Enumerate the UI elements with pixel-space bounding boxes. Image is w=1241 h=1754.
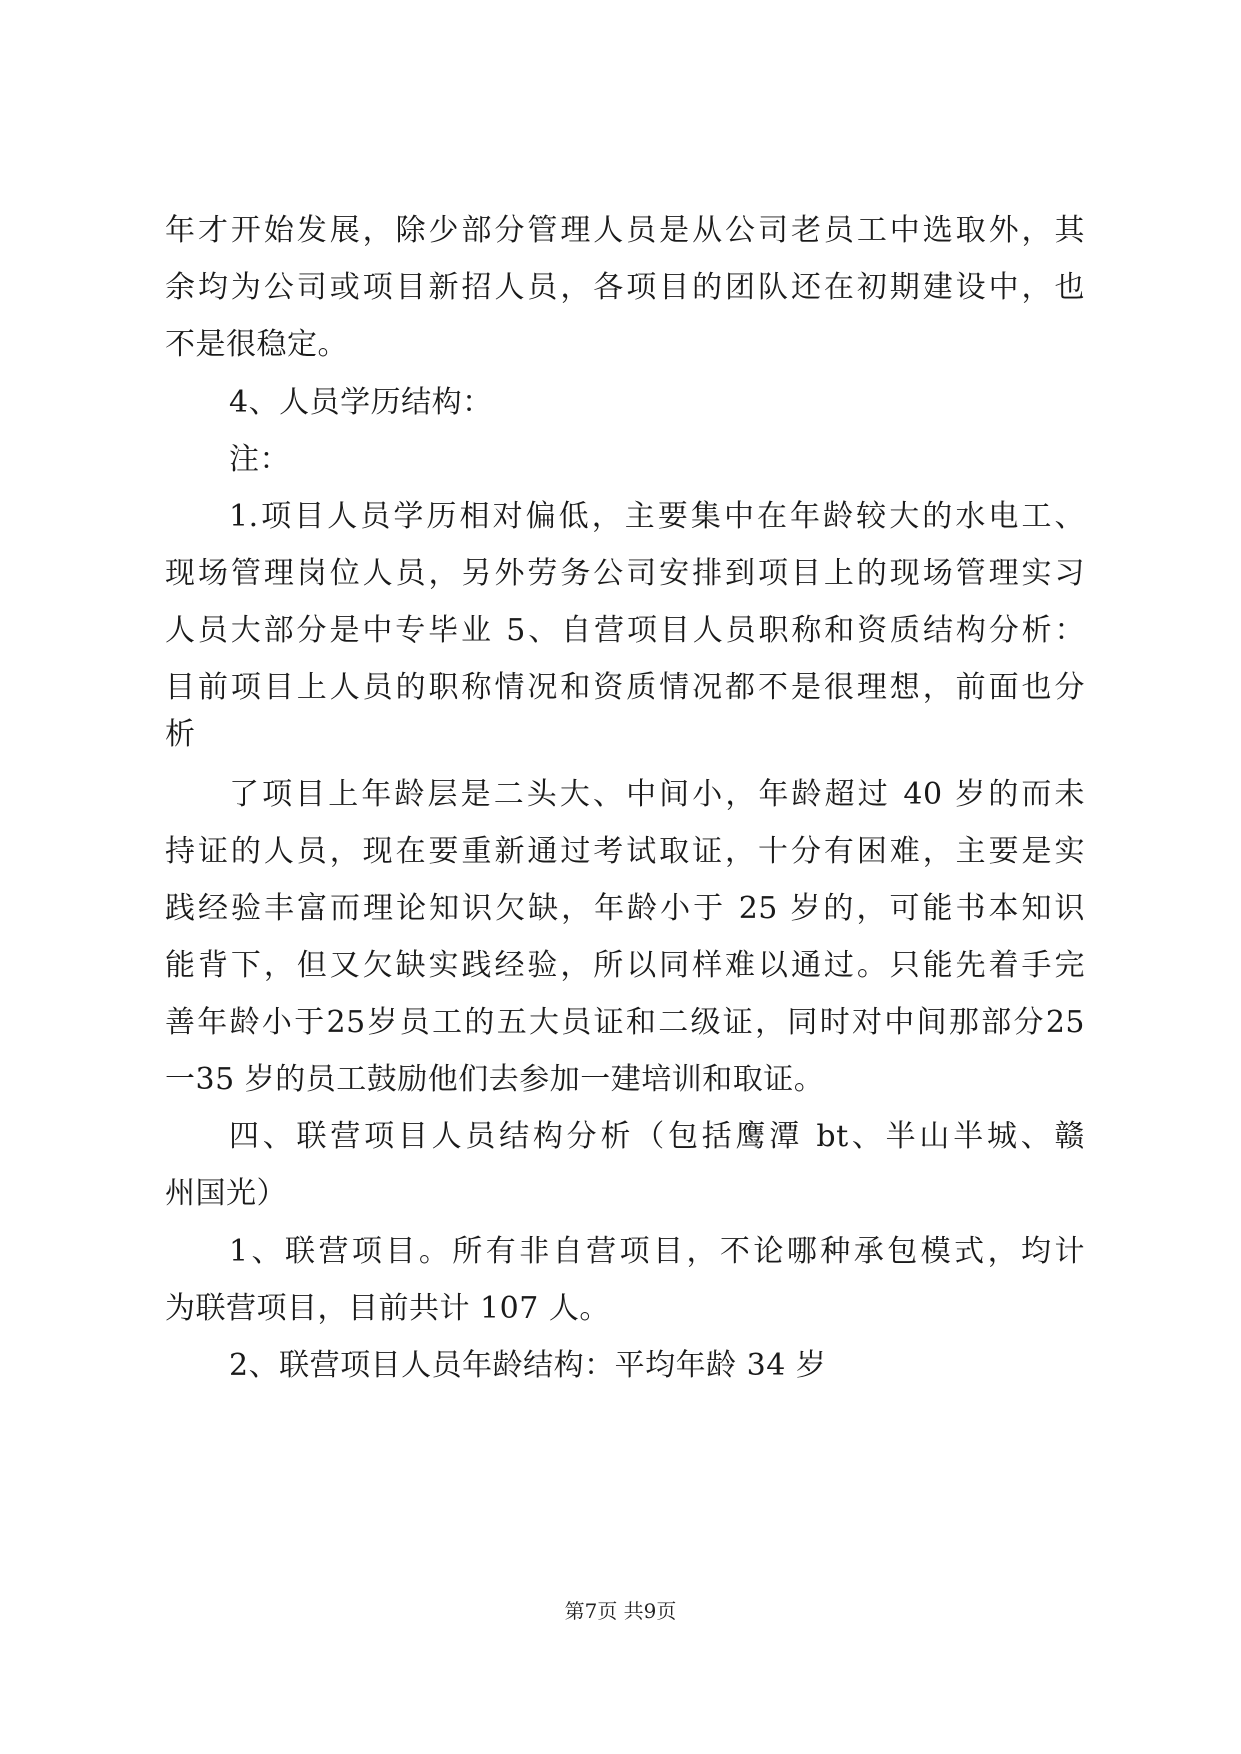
text-line: 余均为公司或项目新招人员，各项目的团队还在初期建设中，也: [165, 270, 1085, 305]
text-line: 1.项目人员学历相对偏低，主要集中在年龄较大的水电工、: [229, 499, 1085, 534]
text-line: 目前项目上人员的职称情况和资质情况都不是很理想，前面也分: [165, 670, 1085, 705]
page-number-footer: 第7页 共9页: [564, 1599, 677, 1623]
text-line: 为联营项目，目前共计 107 人。: [165, 1291, 610, 1326]
note-label: 注：: [229, 442, 290, 477]
text-line: 践经验丰富而理论知识欠缺，年龄小于 25 岁的，可能书本知识: [165, 891, 1085, 926]
section-heading: 4、人员学历结构：: [229, 385, 493, 420]
text-line: 善年龄小于25岁员工的五大员证和二级证，同时对中间那部分25: [165, 1005, 1085, 1040]
text-line: 1、联营项目。所有非自营项目，不论哪种承包模式，均计: [229, 1234, 1085, 1269]
text-line: 了项目上年龄层是二头大、中间小，年龄超过 40 岁的而未: [229, 777, 1085, 812]
text-line: 析: [165, 717, 196, 752]
text-line: 一35 岁的员工鼓励他们去参加一建培训和取证。: [165, 1062, 825, 1097]
text-line: 2、联营项目人员年龄结构：平均年龄 34 岁: [229, 1348, 827, 1383]
section-heading: 州国光）: [165, 1176, 287, 1211]
text-line: 能背下，但又欠缺实践经验，所以同样难以通过。只能先着手完: [165, 948, 1085, 983]
text-line: 年才开始发展，除少部分管理人员是从公司老员工中选取外，其: [165, 213, 1085, 248]
text-line: 人员大部分是中专毕业 5、自营项目人员职称和资质结构分析：: [165, 613, 1085, 648]
text-line: 现场管理岗位人员，另外劳务公司安排到项目上的现场管理实习: [165, 556, 1085, 591]
section-heading: 四、联营项目人员结构分析（包括鹰潭 bt、半山半城、赣: [229, 1119, 1085, 1154]
text-line: 持证的人员，现在要重新通过考试取证，十分有困难，主要是实: [165, 834, 1085, 869]
text-line: 不是很稳定。: [165, 327, 348, 362]
